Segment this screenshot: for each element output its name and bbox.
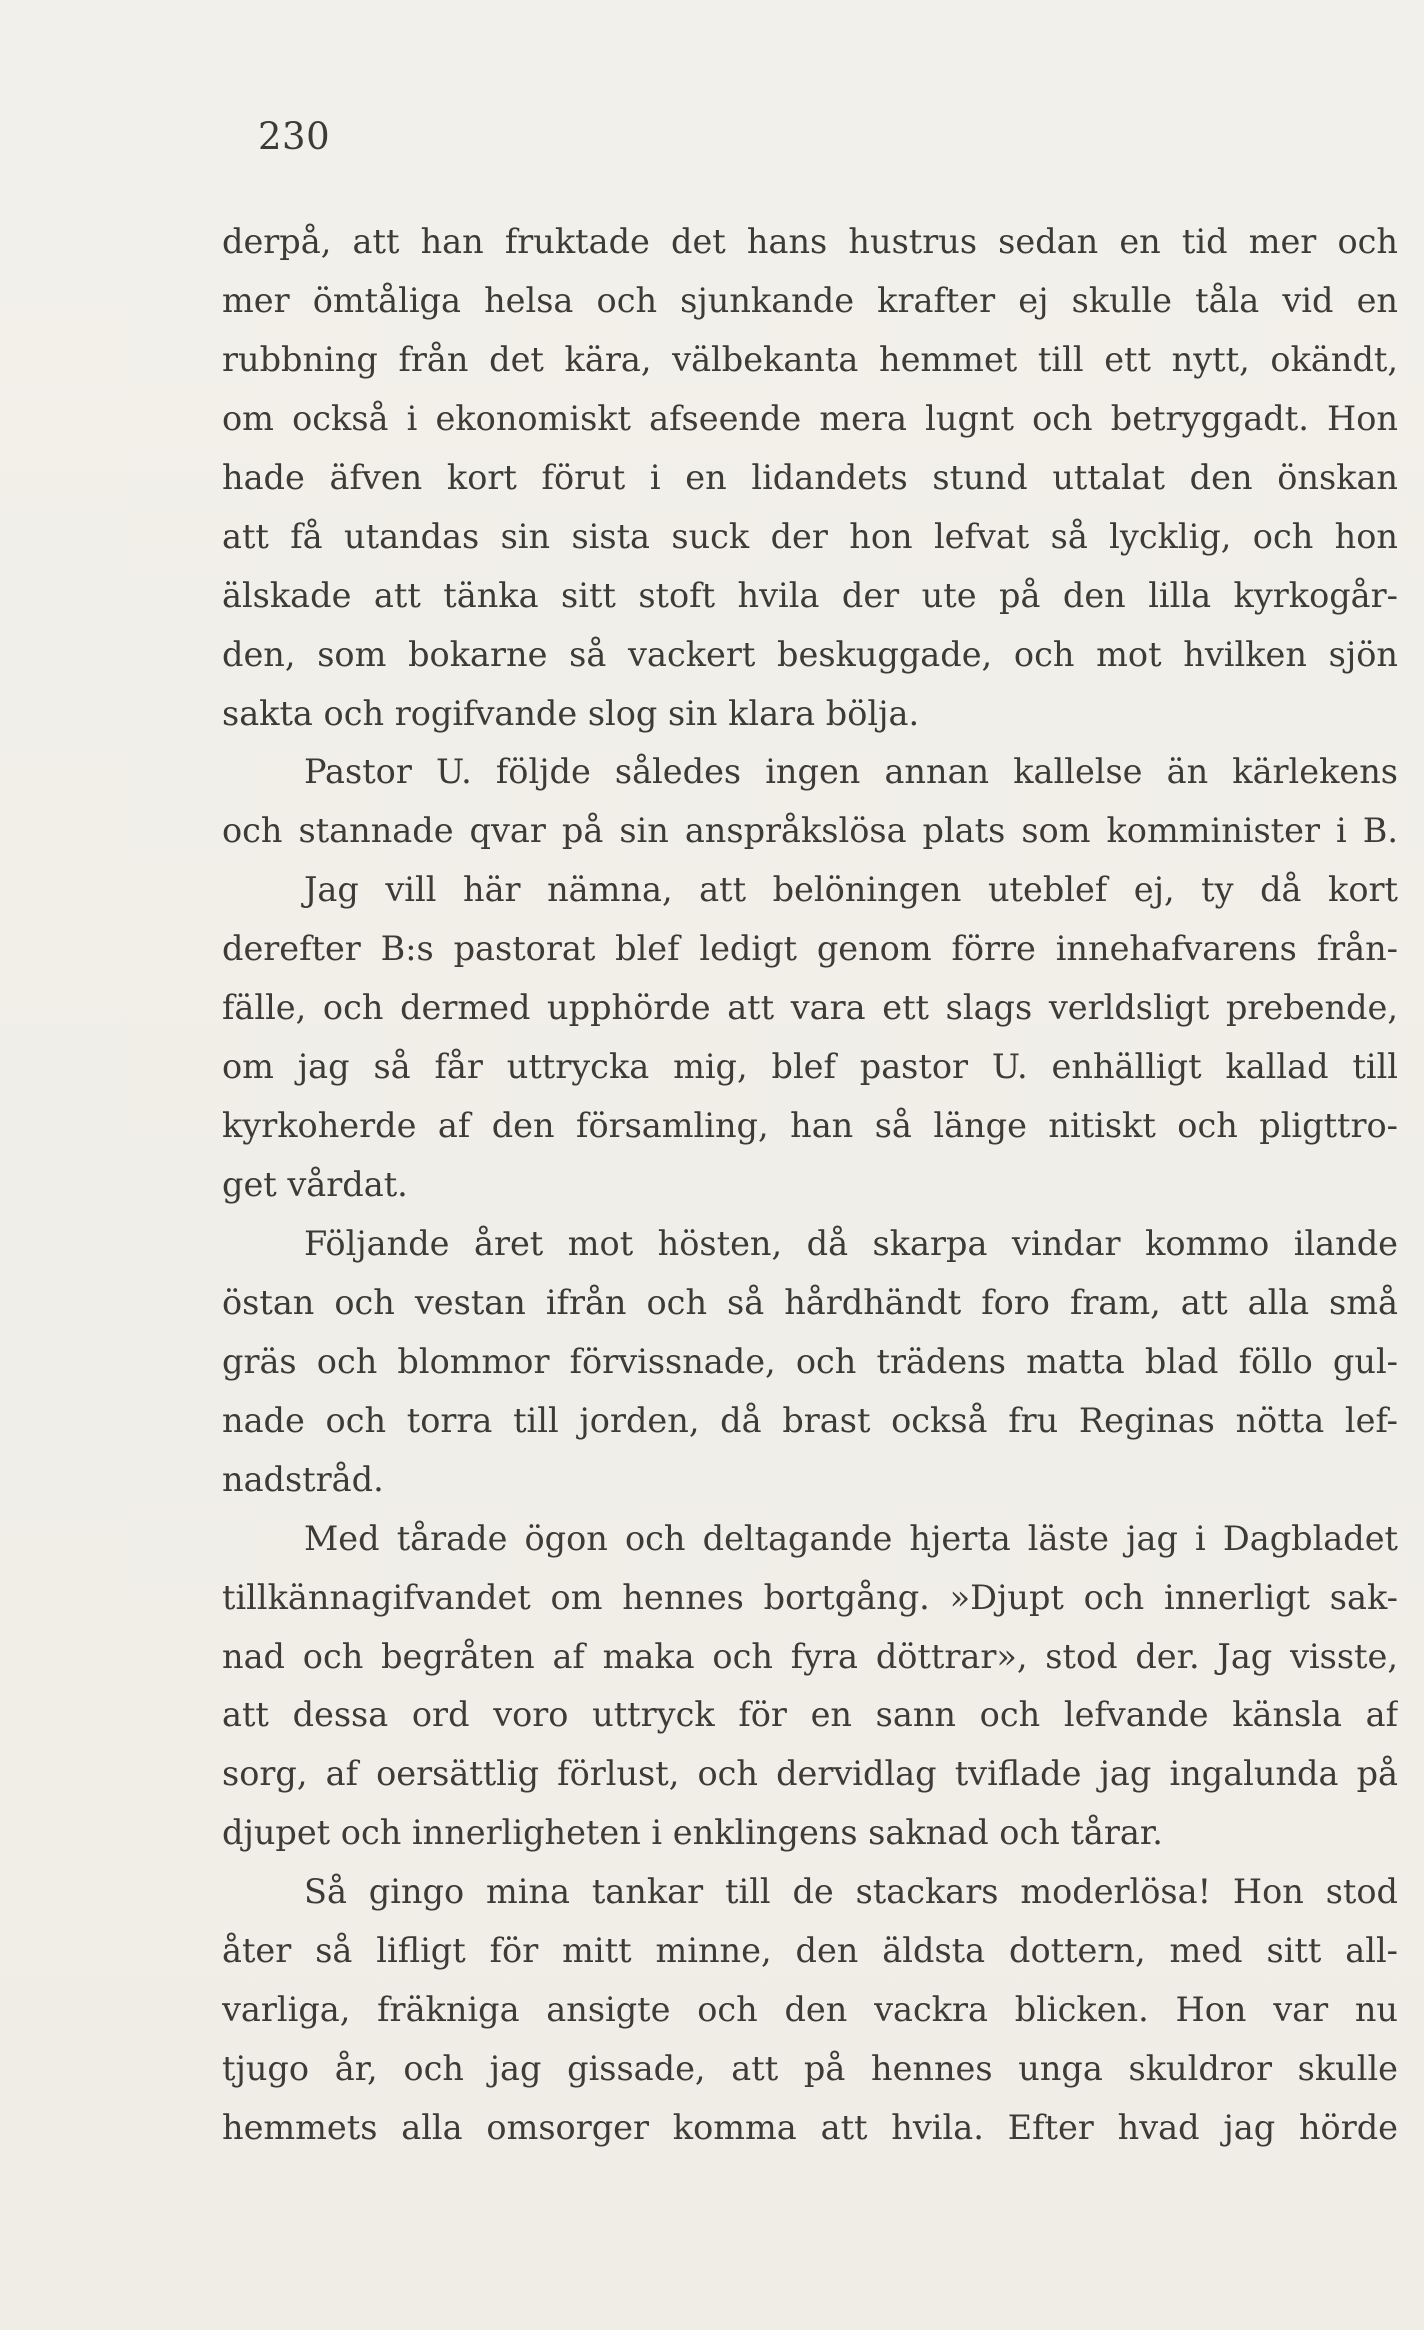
text-line: tillkännagifvandet om hennes bortgång. »Djupt och innerligt sak-	[222, 1577, 1398, 1617]
text-line: rubbning från det kära, välbekanta hemmet till ett nytt, okändt,	[222, 339, 1398, 379]
text-line: den, som bokarne så vackert beskuggade, och mot hvilken sjön	[222, 634, 1398, 674]
text-line: och stannade qvar på sin anspråkslösa plats som komminister i B.	[222, 811, 1398, 851]
text-line: sorg, af oersättlig förlust, och dervidlag tviflade jag ingalunda på	[222, 1754, 1398, 1794]
text-line: hemmets alla omsorger komma att hvila. Efter hvad jag hörde	[222, 2108, 1398, 2147]
text-line: älskade att tänka sitt stoft hvila der ute på den lilla kyrkogår-	[222, 575, 1398, 615]
text-line: mer ömtåliga helsa och sjunkande krafter ej skulle tåla vid en	[222, 280, 1398, 320]
text-line: get vårdat.	[222, 1165, 408, 1204]
text-line: varliga, fräkniga ansigte och den vackra blicken. Hon var nu	[222, 1990, 1398, 2030]
text-line: nade och torra till jorden, då brast också fru Reginas nötta lef-	[222, 1400, 1398, 1440]
text-line: derpå, att han fruktade det hans hustrus sedan en tid mer och	[222, 222, 1398, 261]
text-line: derefter B:s pastorat blef ledigt genom förre innehafvarens från-	[222, 929, 1398, 969]
text-line: Följande året mot hösten, då skarpa vindar kommo ilande	[304, 1223, 1398, 1263]
text-line: Så gingo mina tankar till de stackars moderlösa! Hon stod	[304, 1872, 1398, 1912]
text-line: Med tårade ögon och deltagande hjerta läste jag i Dagbladet	[304, 1518, 1398, 1558]
text-line: nad och begråten af maka och fyra döttrar», stod der. Jag visste,	[222, 1636, 1398, 1676]
text-line: tjugo år, och jag gissade, att på hennes unga skuldror skulle	[222, 2049, 1398, 2089]
text-line: Jag vill här nämna, att belöningen uteblef ej, ty då kort	[304, 870, 1398, 910]
text-line: kyrkoherde af den församling, han så länge nitiskt och pligttro-	[222, 1106, 1398, 1146]
body-text	[222, 213, 1398, 2158]
text-line: att dessa ord voro uttryck för en sann och lefvande känsla af	[222, 1695, 1398, 1735]
text-line: hade äfven kort förut i en lidandets stund uttalat den önskan	[222, 457, 1398, 497]
text-line: sakta och rogifvande slog sin klara bölja.	[222, 693, 920, 733]
page-number: 230	[258, 115, 331, 158]
text-line: fälle, och dermed upphörde att vara ett slags verldsligt prebende,	[222, 988, 1398, 1028]
text-line: östan och vestan ifrån och så hårdhändt foro fram, att alla små	[222, 1282, 1398, 1322]
text-line: nadstråd.	[222, 1459, 384, 1499]
text-line: gräs och blommor förvissnade, och trädens matta blad föllo gul-	[222, 1341, 1398, 1381]
text-line: om också i ekonomiskt afseende mera lugnt och betryggadt. Hon	[222, 398, 1398, 438]
text-line: att få utandas sin sista suck der hon lefvat så lycklig, och hon	[222, 516, 1398, 556]
text-line: om jag så får uttrycka mig, blef pastor U. enhälligt kallad till	[222, 1047, 1398, 1087]
text-line: Pastor U. följde således ingen annan kallelse än kärlekens	[304, 752, 1398, 792]
text-line: djupet och innerligheten i enklingens saknad och tårar.	[222, 1813, 1163, 1853]
text-line: åter så lifligt för mitt minne, den äldsta dottern, med sitt all-	[222, 1931, 1398, 1971]
